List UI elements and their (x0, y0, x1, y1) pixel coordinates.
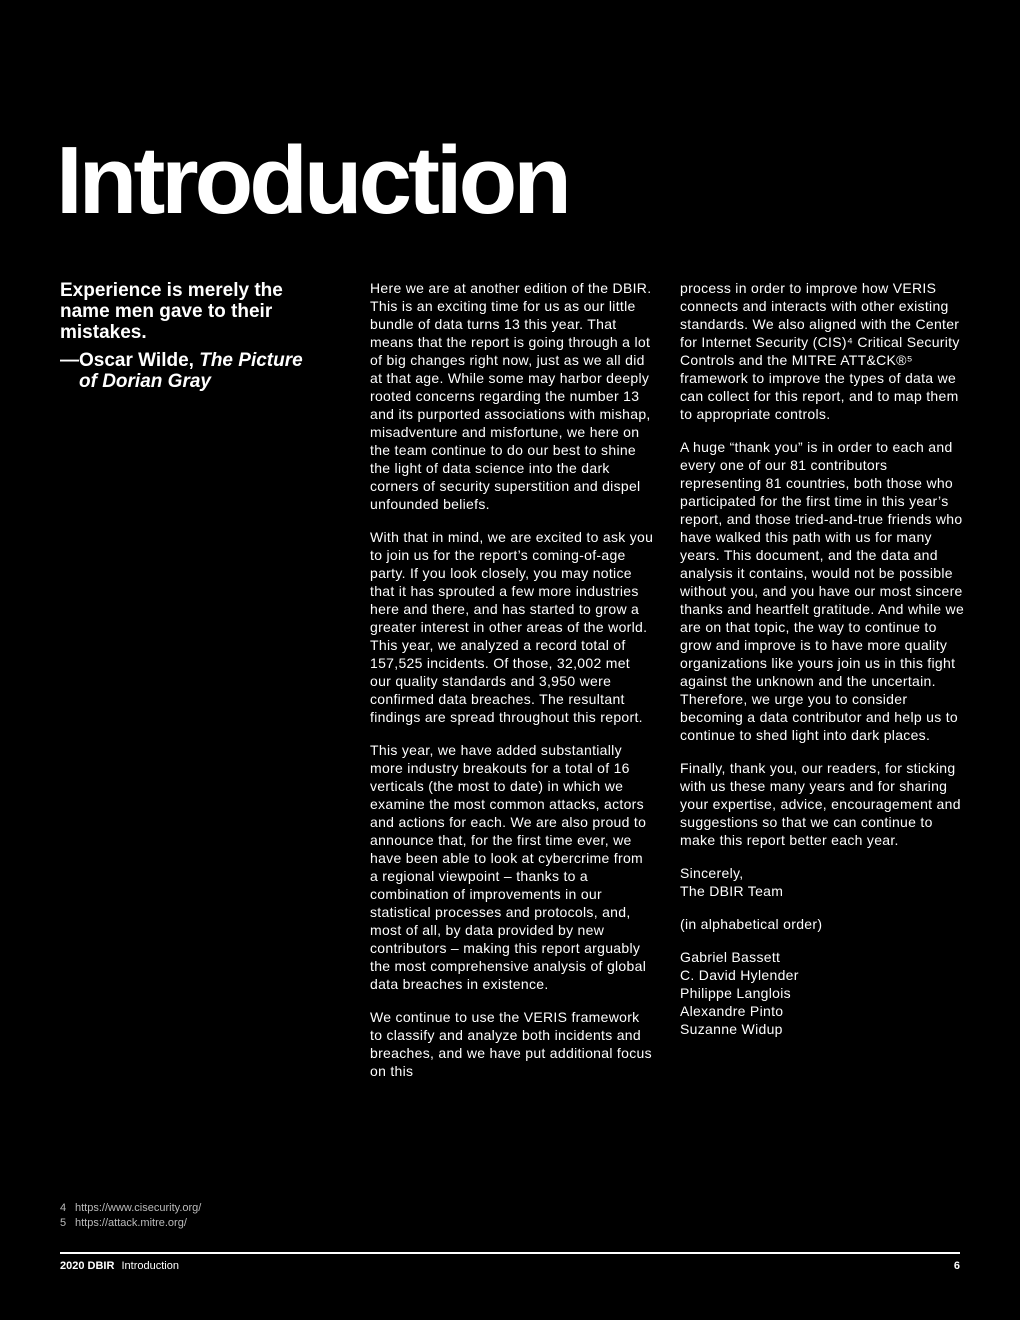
author-name: Alexandre Pinto (680, 1003, 784, 1019)
attribution-body (79, 350, 320, 392)
footnote-link[interactable]: https://attack.mitre.org/ (75, 1217, 187, 1229)
epigraph (60, 280, 320, 392)
author-name: Suzanne Widup (680, 1021, 783, 1037)
attribution-work: The Picture of Dorian Gray (79, 350, 303, 392)
attribution-dash: — (60, 350, 79, 371)
page-title: Introduction (56, 127, 568, 234)
body-paragraph: A huge “thank you” is in order to each and every one of our 81 contributors representing 81 countries, both those who participated for the first time in this year’s report, and those tried-and-true friends who have walked this path with us for many years. This document, and the data and analysis it contains, would not be possible without you, and you have our most sincere thanks and heartfelt gratitude. And while we are on that topic, the way to continue to grow and improve is to have more quality organizations like yours join us in this fight against the unknown and the uncertain. Therefore, we urge you to consider becoming a data contributor and help us to continue to shed light into dark places. (680, 439, 965, 743)
footnote (60, 1216, 201, 1231)
footnote-number: 5 (60, 1217, 67, 1229)
footnote-number: 4 (60, 1202, 67, 1214)
order-note: (in alphabetical order) (680, 916, 823, 932)
body-paragraph: This year, we have added substantially more industry breakouts for a total of 16 verticals (the most to date) in which we examine the most common attacks, actors and actions for each. We are also proud to announce that, for the first time ever, we have been able to look at cybercrime from a regional viewpoint – thanks to a combination of improvements in our statistical processes and protocols, and, most of all, by data provided by new contributors – making this report arguably the most comprehensive analysis of global data breaches in existence. (370, 742, 647, 992)
footer-divider (60, 1252, 960, 1254)
signoff (680, 864, 965, 900)
epigraph-attribution (60, 350, 320, 392)
page-number: 6 (953, 1260, 960, 1272)
footnotes (60, 1201, 201, 1231)
footer-section: Introduction (121, 1260, 179, 1272)
signoff-team: The DBIR Team (680, 883, 784, 899)
epigraph-quote: Experience is merely the name men gave to their mistakes. (60, 280, 283, 343)
footnote-link[interactable]: https://www.cisecurity.org/ (75, 1202, 202, 1214)
body-paragraph: process in order to improve how VERIS connects and interacts with other existing standards. We also aligned with the Center for Internet Security (CIS)⁴ Critical Security Controls and the MITRE ATT&CK®⁵ framework to improve the types of data we can collect for this report, and to map them to appropriate controls. (680, 280, 960, 422)
footnote (60, 1201, 201, 1216)
body-paragraph: With that in mind, we are excited to ask you to join us for the report’s coming-of-age party. If you look closely, you may notice that it has sprouted a few more industries here and there, and has started to grow a greater interest in other areas of the world. This year, we analyzed a record total of 157,525 incidents. Of those, 32,002 met our quality standards and 3,950 were confirmed data breaches. The resultant findings are spread throughout this report. (370, 529, 654, 725)
body-paragraph: Finally, thank you, our readers, for sticking with us these many years and for sharing your expertise, advice, encouragement and suggestions so that we can continue to make this report better each year. (680, 760, 961, 848)
footer-brand: 2020 DBIR (60, 1260, 115, 1272)
author-name: Gabriel Bassett (680, 949, 781, 965)
signoff-line: Sincerely, (680, 865, 744, 881)
author-name: C. David Hylender (680, 967, 799, 983)
body-column-middle (370, 279, 655, 1095)
page-footer (60, 1259, 960, 1273)
body-paragraph: Here we are at another edition of the DBIR. This is an exciting time for us as our little bundle of data turns 13 this year. That means that the report is going through a lot of big changes right now, just as we all did at that age. While some may harbor deeply rooted concerns regarding the number 13 and its purported associations with mishap, misadventure and misfortune, we here on the team continue to do our best to shine the light of data science into the dark corners of security superstition and dispel unfounded beliefs. (370, 280, 652, 512)
author-list (680, 948, 965, 1038)
attribution-author: Oscar Wilde, (79, 350, 200, 371)
author-name: Philippe Langlois (680, 985, 791, 1001)
body-paragraph: We continue to use the VERIS framework to classify and analyze both incidents and breaches, and we have put additional focus on this (370, 1009, 652, 1079)
body-column-right (680, 279, 965, 1038)
